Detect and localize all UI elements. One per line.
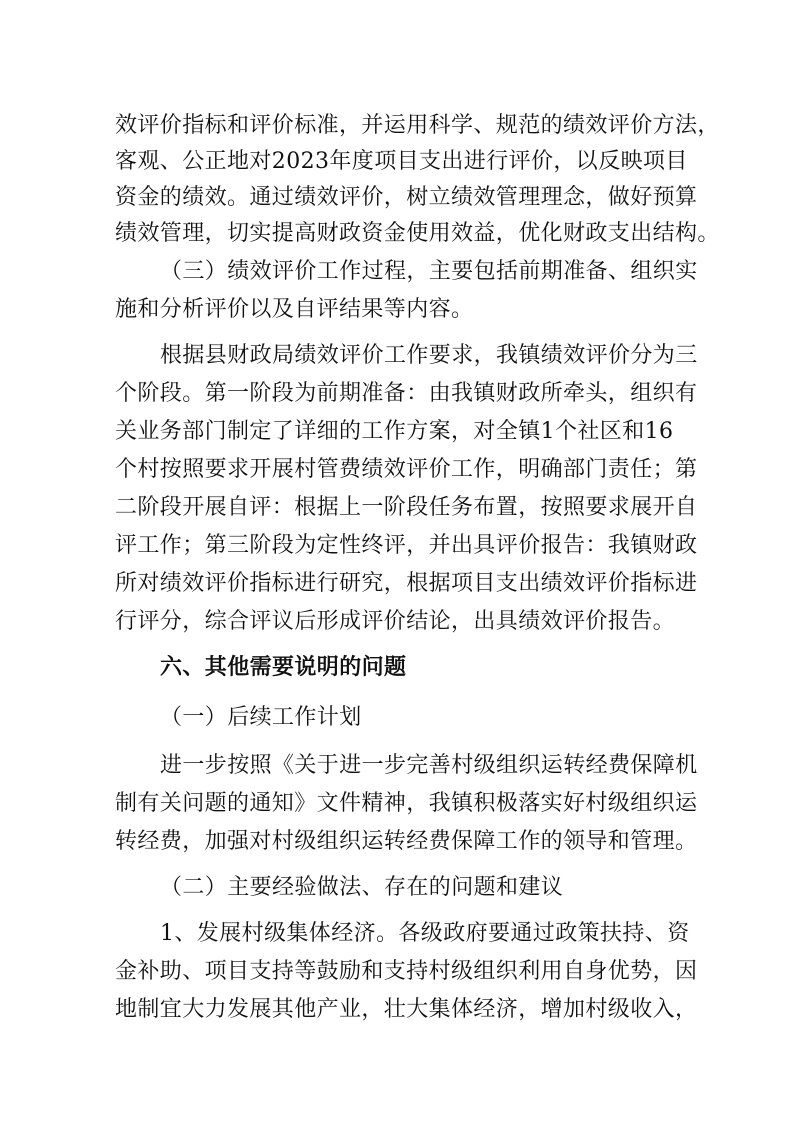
section-heading: 六、其他需要说明的问题	[160, 655, 407, 680]
paragraph-line: 施和分析评价以及自评结果等内容。	[115, 297, 474, 322]
paragraph-line: 转经费，加强对村级组织运转经费保障工作的领导和管理。	[115, 829, 698, 854]
paragraph-line: 绩效管理，切实提高财政资金使用效益，优化财政支出结构。	[115, 221, 720, 246]
section-subheading: （二）主要经验做法、存在的问题和建议	[160, 875, 564, 900]
paragraph-line: 效评价指标和评价标准，并运用科学、规范的绩效评价方法，	[115, 113, 720, 138]
paragraph-line: 个村按照要求开展村管费绩效评价工作，明确部门责任；第	[115, 457, 698, 482]
section-subheading: （一）后续工作计划	[160, 705, 362, 730]
paragraph-line: 个阶段。第一阶段为前期准备：由我镇财政所牵头，组织有	[115, 381, 698, 406]
paragraph-line: 客观、公正地对2023年度项目支出进行评价，以反映项目	[115, 149, 688, 174]
paragraph-line: 进一步按照《关于进一步完善村级组织运转经费保障机	[160, 753, 698, 778]
paragraph-line: 二阶段开展自评：根据上一阶段任务布置，按照要求展开自	[115, 495, 698, 520]
section-subheading: （三）绩效评价工作过程，主要包括前期准备、组织实	[160, 259, 698, 284]
paragraph-line: 资金的绩效。通过绩效评价，树立绩效管理理念，做好预算	[115, 185, 698, 210]
paragraph-line: 关业务部门制定了详细的工作方案，对全镇1个社区和16	[115, 419, 674, 444]
paragraph-line: 制有关问题的通知》文件精神，我镇积极落实好村级组织运	[115, 791, 698, 816]
paragraph-line: 根据县财政局绩效评价工作要求，我镇绩效评价分为三	[160, 343, 698, 368]
paragraph-line: 所对绩效评价指标进行研究，根据项目支出绩效评价指标进	[115, 571, 698, 596]
paragraph-line: 1、发展村级集体经济。各级政府要通过政策扶持、资	[160, 921, 690, 946]
paragraph-line: 地制宜大力发展其他产业，壮大集体经济，增加村级收入，	[115, 997, 698, 1022]
paragraph-line: 金补助、项目支持等鼓励和支持村级组织利用自身优势，因	[115, 959, 698, 984]
paragraph-line: 行评分，综合评议后形成评价结论，出具绩效评价报告。	[115, 609, 676, 634]
paragraph-line: 评工作；第三阶段为定性终评，并出具评价报告：我镇财政	[115, 533, 698, 558]
